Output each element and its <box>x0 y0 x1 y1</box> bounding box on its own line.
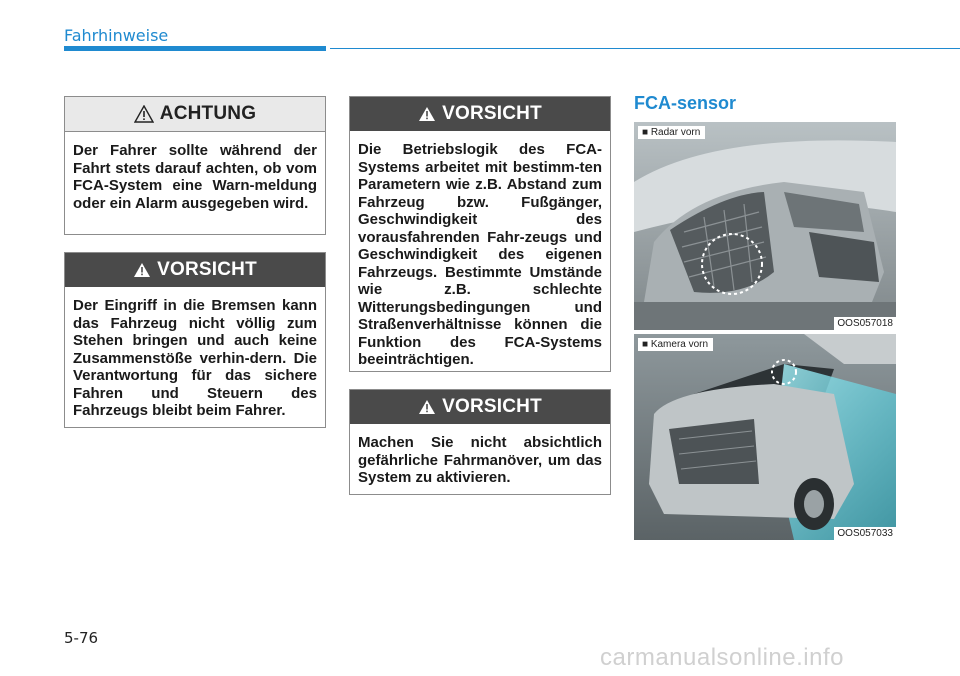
caution-triangle-icon <box>418 399 436 415</box>
car-front-camera-illustration <box>634 334 896 540</box>
caution-text: Der Eingriff in die Bremsen kann das Fahrzeug nicht völlig zum Stehen bringen und auch keine Zusammenstöße verhin-dern. Die Verantwortung für das sichere Fahren und Steuern des Fahrzeugs bleibt beim Fahrer. <box>73 297 317 419</box>
photo-label: ■ Radar vorn <box>638 126 705 139</box>
section-header-title: Fahrhinweise <box>64 26 169 45</box>
caution-triangle-icon <box>133 262 151 278</box>
photo-label: ■ Kamera vorn <box>638 338 713 351</box>
caution-header <box>350 97 610 131</box>
warning-box-achtung <box>64 96 326 235</box>
warning-triangle-icon <box>134 105 154 123</box>
image-code: OOS057033 <box>834 527 896 540</box>
caution-box-maneuver <box>349 389 611 495</box>
caution-text: Die Betriebslogik des FCA-Systems arbeitet mit bestimm-ten Parametern wie z.B. Abstand zum Fahrzeug bzw. Fußgänger, Geschwindigkeit des vorausfahrenden Fahr-zeugs und Geschwindigkeit des eigenen Fahrzeugs. Bestimmte Umstände wie z.B. schlechte Witterungsbedingungen und Straßenverhältnisse können die Funktion des FCA-Systems beeinträchtigen. <box>358 141 602 368</box>
caution-title: VORSICHT <box>442 396 542 417</box>
watermark: carmanualsonline.info <box>600 644 844 671</box>
caution-title: VORSICHT <box>442 103 542 124</box>
header-rule <box>330 48 960 49</box>
caution-header <box>350 390 610 424</box>
header-accent-bar <box>64 46 326 51</box>
car-front-radar-illustration <box>634 122 896 330</box>
caution-box-brakes <box>64 252 326 428</box>
warning-header <box>65 97 325 132</box>
caution-title: VORSICHT <box>157 259 257 280</box>
warning-title: ACHTUNG <box>159 103 257 124</box>
camera-photo <box>634 334 896 540</box>
caution-text: Machen Sie nicht absichtlich gefährliche Fahrmanöver, um das System zu aktivieren. <box>358 434 602 486</box>
caution-triangle-icon <box>418 106 436 122</box>
fca-sensor-title: FCA-sensor <box>634 93 737 113</box>
caution-box-logic <box>349 96 611 372</box>
caution-header <box>65 253 325 287</box>
page-number: 5-76 <box>64 629 99 647</box>
radar-photo <box>634 122 896 330</box>
warning-text: Der Fahrer sollte während der Fahrt stets darauf achten, ob vom FCA-System eine Warn-meldung oder ein Alarm ausgegeben wird. <box>73 142 317 212</box>
image-code: OOS057018 <box>834 317 896 330</box>
